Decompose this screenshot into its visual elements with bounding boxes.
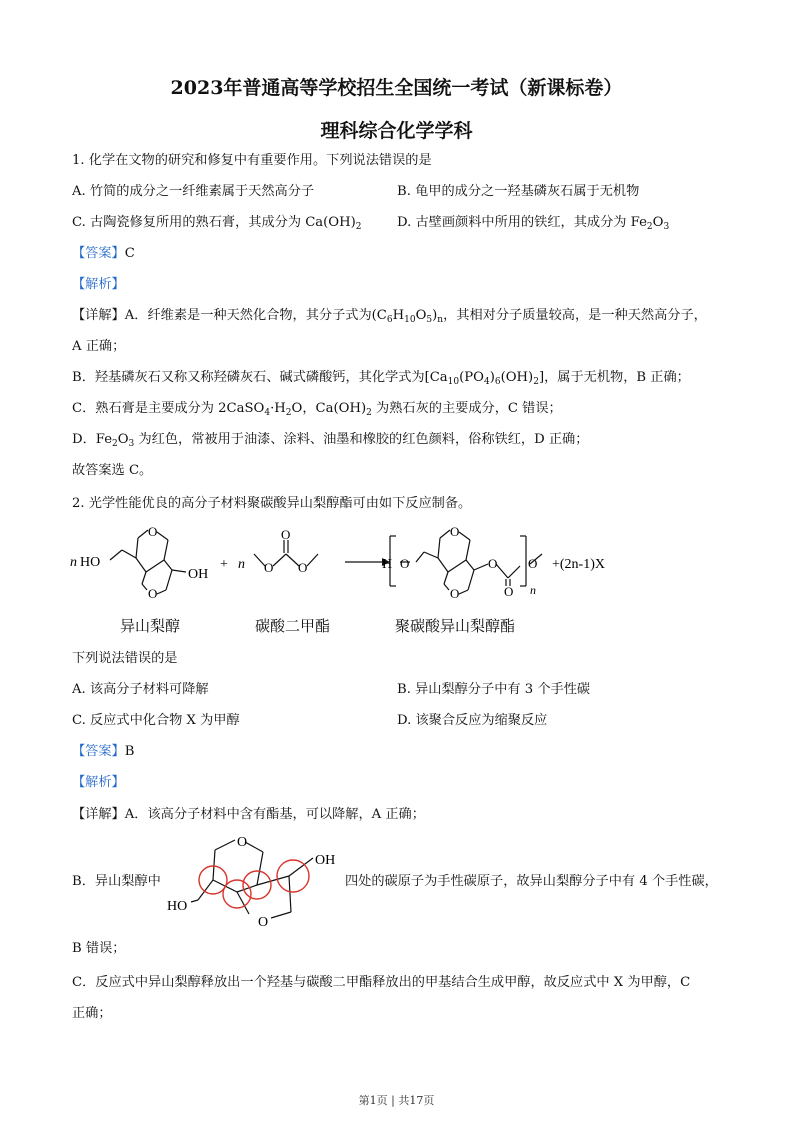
rxn-sub-n: n (530, 583, 536, 597)
q1-detail-a: 【详解】A．纤维素是一种天然化合物，其分子式为$(C_6H_{10}O_5)_n$，其相对分子质量较高，是一种天然高分子， (72, 308, 707, 325)
q1-conclusion: 故答案选 C。 (72, 463, 153, 478)
label-polymer: 聚碳酸异山梨醇酯 (395, 617, 516, 635)
q2-answer: 【答案】B (72, 744, 135, 759)
answer-tag: 【答案】 (72, 246, 125, 261)
label-isosorbide: 异山梨醇 (120, 617, 181, 635)
q2-detail-b-cont: B 错误； (72, 941, 126, 956)
rxn-plus: + (220, 557, 228, 572)
q1-stem: 1. 化学在文物的研究和修复中有重要作用。下列说法错误的是 (72, 153, 432, 168)
diagram-oh: OH (315, 853, 336, 868)
rxn-ho: HO (80, 555, 101, 570)
q2-option-d: D. 该聚合反应为缩聚反应 (397, 713, 548, 728)
q1-detail-c: C．熟石膏是主要成分为 $2CaSO_4\cdot H_2O$，$Ca(OH)_2$ 为熟石灰的主要成分，C 错误； (72, 401, 562, 418)
ring-o-bottom: O (148, 586, 158, 601)
poly-o-ester: O (488, 556, 498, 571)
page-title: 2023年普通高等学校招生全国统一考试（新课标卷） (170, 77, 623, 99)
page-footer: 第1页 | 共17页 (358, 1094, 435, 1107)
q2-detail-b-post: 四处的碳原子为手性碳原子，故异山梨醇分子中有 4 个手性碳， (345, 874, 718, 889)
rxn-n1: n (70, 555, 77, 570)
page-subtitle: 理科综合化学学科 (320, 120, 473, 142)
q1-detail-d: D．$Fe_2O_3$ 为红色，常被用于油漆、涂料、油墨和橡胶的红色颜料，俗称铁红，D 正确； (72, 432, 589, 449)
label-dimethyl-carbonate: 碳酸二甲酯 (255, 617, 331, 635)
q1-option-d: D. 古壁画颜料中所用的铁红，其成分为 $Fe_2O_3$ (397, 215, 670, 232)
rxn-oh: OH (188, 567, 209, 582)
isosorbide-chiral-diagram (163, 830, 343, 935)
dmc-o-carbonyl: O (281, 527, 291, 542)
q2-detail-b-pre: B．异山梨醇中 (72, 874, 161, 889)
diagram-o-bottom: O (258, 915, 269, 930)
poly-ring-o-bottom: O (450, 586, 460, 601)
q1-detail-b: B．羟基磷灰石又称又称羟磷灰石、碱式磷酸钙，其化学式为$[Ca_{10}(PO_4)_6(OH)_2]$，属于无机物，B 正确； (72, 370, 690, 387)
q2-option-c: C. 反应式中化合物 X 为甲醇 (72, 713, 240, 728)
q2-option-b: B. 异山梨醇分子中有 3 个手性碳 (397, 682, 591, 697)
q2-stem: 2. 光学性能优良的高分子材料聚碳酸异山梨醇酯可由如下反应制备。 (72, 496, 472, 511)
dmc-o-left: O (264, 560, 274, 575)
q1-detail-a-cont: A 正确； (72, 339, 126, 354)
q2-detail-c: C．反应式中异山梨醇释放出一个羟基与碳酸二甲酯释放出的甲基结合生成甲醇，故反应式中 X 为甲醇，C (72, 975, 691, 990)
rxn-n2: n (238, 557, 245, 572)
q2-option-a: A. 该高分子材料可降解 (72, 682, 209, 697)
dmc-o-right: O (298, 560, 308, 575)
ring-o-top: O (148, 524, 158, 539)
q2-detail-c-cont: 正确； (72, 1006, 112, 1021)
q2-detail-a: 【详解】A．该高分子材料中含有酯基，可以降解，A 正确； (72, 807, 425, 822)
answer-tag: 【答案】 (72, 744, 125, 759)
q1-option-b: B. 龟甲的成分之一羟基磷灰石属于无机物 (397, 184, 640, 199)
q2-question: 下列说法错误的是 (72, 651, 178, 666)
rxn-byproduct: +(2n-1)X (552, 557, 605, 572)
q1-answer: 【答案】C (72, 246, 135, 261)
rxn-h: H (382, 557, 393, 572)
reaction-scheme (60, 524, 740, 614)
q1-option-c: C. 古陶瓷修复所用的熟石膏，其成分为 $Ca(OH)_2$ (72, 215, 362, 232)
poly-o-carbonyl: O (504, 584, 514, 599)
q1-analysis-tag: 【解析】 (72, 277, 125, 292)
diagram-ho: HO (167, 899, 188, 914)
poly-o-end: O (528, 556, 538, 571)
poly-o-left: O (400, 556, 410, 571)
q2-analysis-tag: 【解析】 (72, 775, 125, 790)
diagram-o-top: O (237, 835, 248, 850)
q1-option-a: A. 竹简的成分之一纤维素属于天然高分子 (72, 184, 315, 199)
poly-ring-o-top: O (450, 524, 460, 539)
